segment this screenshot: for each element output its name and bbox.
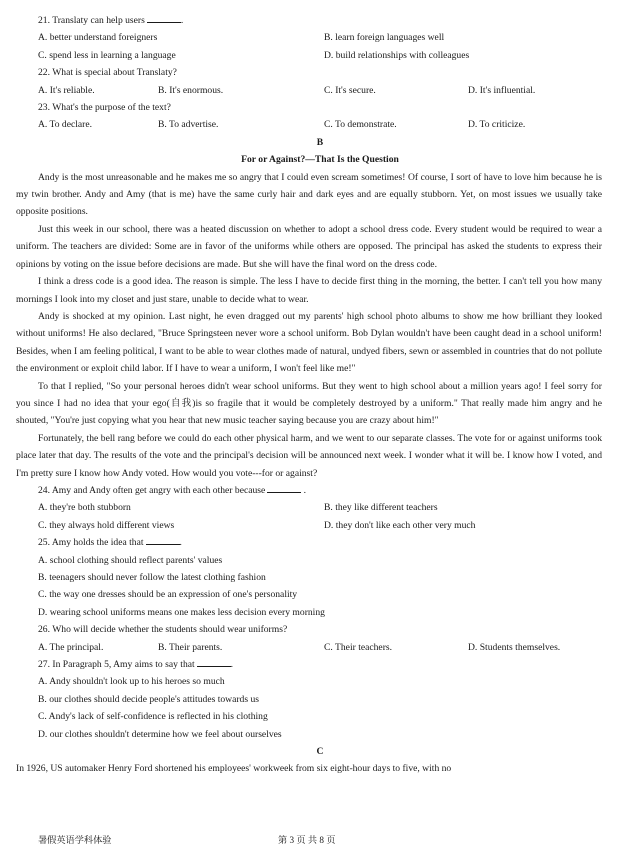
option-a: A. better understand foreigners: [38, 32, 158, 44]
option-d: D. wearing school uniforms means one makes less decision every morning: [38, 606, 325, 618]
options-23: [38, 116, 602, 133]
options-26: [38, 639, 602, 656]
option-d: D. It's influential.: [468, 84, 536, 96]
option-a: A. they're both stubborn: [38, 502, 131, 514]
option-d: D. To criticize.: [468, 119, 526, 131]
options-21-row1: [38, 29, 602, 46]
question-21: 21. Translaty can help users .: [38, 12, 602, 29]
passage-title: For or Against?—That Is the Question: [241, 154, 399, 166]
option-a: A. Andy shouldn't look up to his heroes so much: [38, 676, 225, 688]
paragraph-6: Fortunately, the bell rang before we could do each other physical harm, and we went to our separate classes. The vote for or against uniforms took place later that day. The results of the vote and the principal's decision will be announced next week. I wonder what it will be. I know how I voted, and I'm pretty sure I know how Andy voted. How would you vote---for or against?: [16, 432, 602, 479]
options-24-row1: [38, 499, 602, 516]
option-d: D. Students themselves.: [468, 641, 561, 653]
option-c: C. they always hold different views: [38, 519, 175, 531]
question-26: 26. Who will decide whether the students should wear uniforms?: [38, 624, 288, 636]
paragraph-1: Andy is the most unreasonable and he makes me so angry that I could even scream sometimes! Of course, I sort of have to love him because he is my twin brother. Andy and Amy (that is me) have the same curly hair and dark eyes and are equally stubborn. Yet, on most issues we usually take opposite positions.: [16, 171, 602, 218]
question-24: 24. Amy and Andy often get angry with each other because .: [38, 482, 602, 499]
option-c: C. the way one dresses should be an expression of one's personality: [38, 589, 298, 601]
option-b: B. It's enormous.: [158, 84, 224, 96]
question-23: 23. What's the purpose of the text?: [38, 102, 171, 114]
option-b: B. To advertise.: [158, 119, 219, 131]
options-22: [38, 82, 602, 99]
option-a: A. The principal.: [38, 641, 104, 653]
option-d: D. build relationships with colleagues: [324, 49, 470, 61]
option-b: B. Their parents.: [158, 641, 223, 653]
option-c: C. It's secure.: [324, 84, 376, 96]
answer-blank: [197, 656, 231, 667]
option-d: D. they don't like each other very much: [324, 519, 476, 531]
option-b: B. teenagers should never follow the latest clothing fashion: [38, 572, 266, 583]
page-footer: [38, 832, 602, 849]
paragraph-5: To that I replied, "So your personal heroes didn't wear school uniforms. But they went to high school about a million years ago! I feel sorry for you since I had no idea that your ego(自我)is so fragile that it would be completely destroyed by a uniform." That really made him angry and he shouted, "You're just copying what you hear that new music teacher saying because you are crazy about him!": [16, 380, 602, 427]
answer-blank: [267, 482, 301, 493]
page-number: 第 3 页 共 8 页: [278, 835, 336, 845]
question-22: 22. What is special about Translaty?: [38, 67, 177, 79]
option-b: B. learn foreign languages well: [324, 32, 445, 44]
paragraph-3: I think a dress code is a good idea. The reason is simple. The less I have to decide first thing in the morning, the better. I can't tell you how many mornings I look into my closet and just stare, unable to decide what to wear.: [16, 276, 602, 305]
option-b: B. our clothes should decide people's attitudes towards us: [38, 693, 260, 705]
options-21-row2: [38, 47, 602, 64]
option-c: C. spend less in learning a language: [38, 49, 176, 61]
option-c: C. Their teachers.: [324, 641, 393, 653]
option-d: D. our clothes shouldn't determine how we feel about ourselves: [38, 728, 282, 740]
section-b-heading: B: [316, 136, 324, 148]
question-25: 25. Amy holds the idea that .: [38, 534, 602, 551]
option-a: A. school clothing should reflect parents' values: [38, 554, 223, 566]
option-a: A. It's reliable.: [38, 84, 95, 96]
section-c-heading: C: [316, 746, 324, 758]
option-c: C. To demonstrate.: [324, 119, 397, 131]
passage-c-first-line: In 1926, US automaker Henry Ford shortened his employees' workweek from six eight-hour days to five, with no: [16, 763, 452, 775]
option-c: C. Andy's lack of self-confidence is reflected in his clothing: [38, 711, 268, 723]
paragraph-2: Just this week in our school, there was a heated discussion on whether to adopt a school dress code. Every student would be required to wear a uniform. The teachers are divided: Some are in favor of the uniforms while others are opposed. The principal has asked the students to express their opinions by voting on the issue before decisions are made. But she will have the final word on the dress code.: [16, 223, 602, 270]
option-a: A. To declare.: [38, 119, 93, 131]
paragraph-4: Andy is shocked at my opinion. Last night, he even dragged out my parents' high school photo albums to show me how brilliant they looked without uniforms! He also declared, "Bruce Springsteen never wore a school uniform. Bob Dylan wouldn't have been caught dead in a school uniform! Besides, when I am feeling political, I want to be able to wear clothes made of natural, undyed fibers, sewn or assembled in countries that do not pollute the environment or exploit child labor. If I have to wear a uniform, I won't feel like me!": [16, 310, 602, 375]
option-b: B. they like different teachers: [324, 502, 438, 514]
options-24-row2: [38, 517, 602, 534]
answer-blank: [146, 534, 180, 545]
answer-blank: [147, 12, 181, 23]
footer-subject: 暑假英语学科体验: [38, 835, 112, 845]
question-27: 27. In Paragraph 5, Amy aims to say that .: [38, 656, 602, 673]
